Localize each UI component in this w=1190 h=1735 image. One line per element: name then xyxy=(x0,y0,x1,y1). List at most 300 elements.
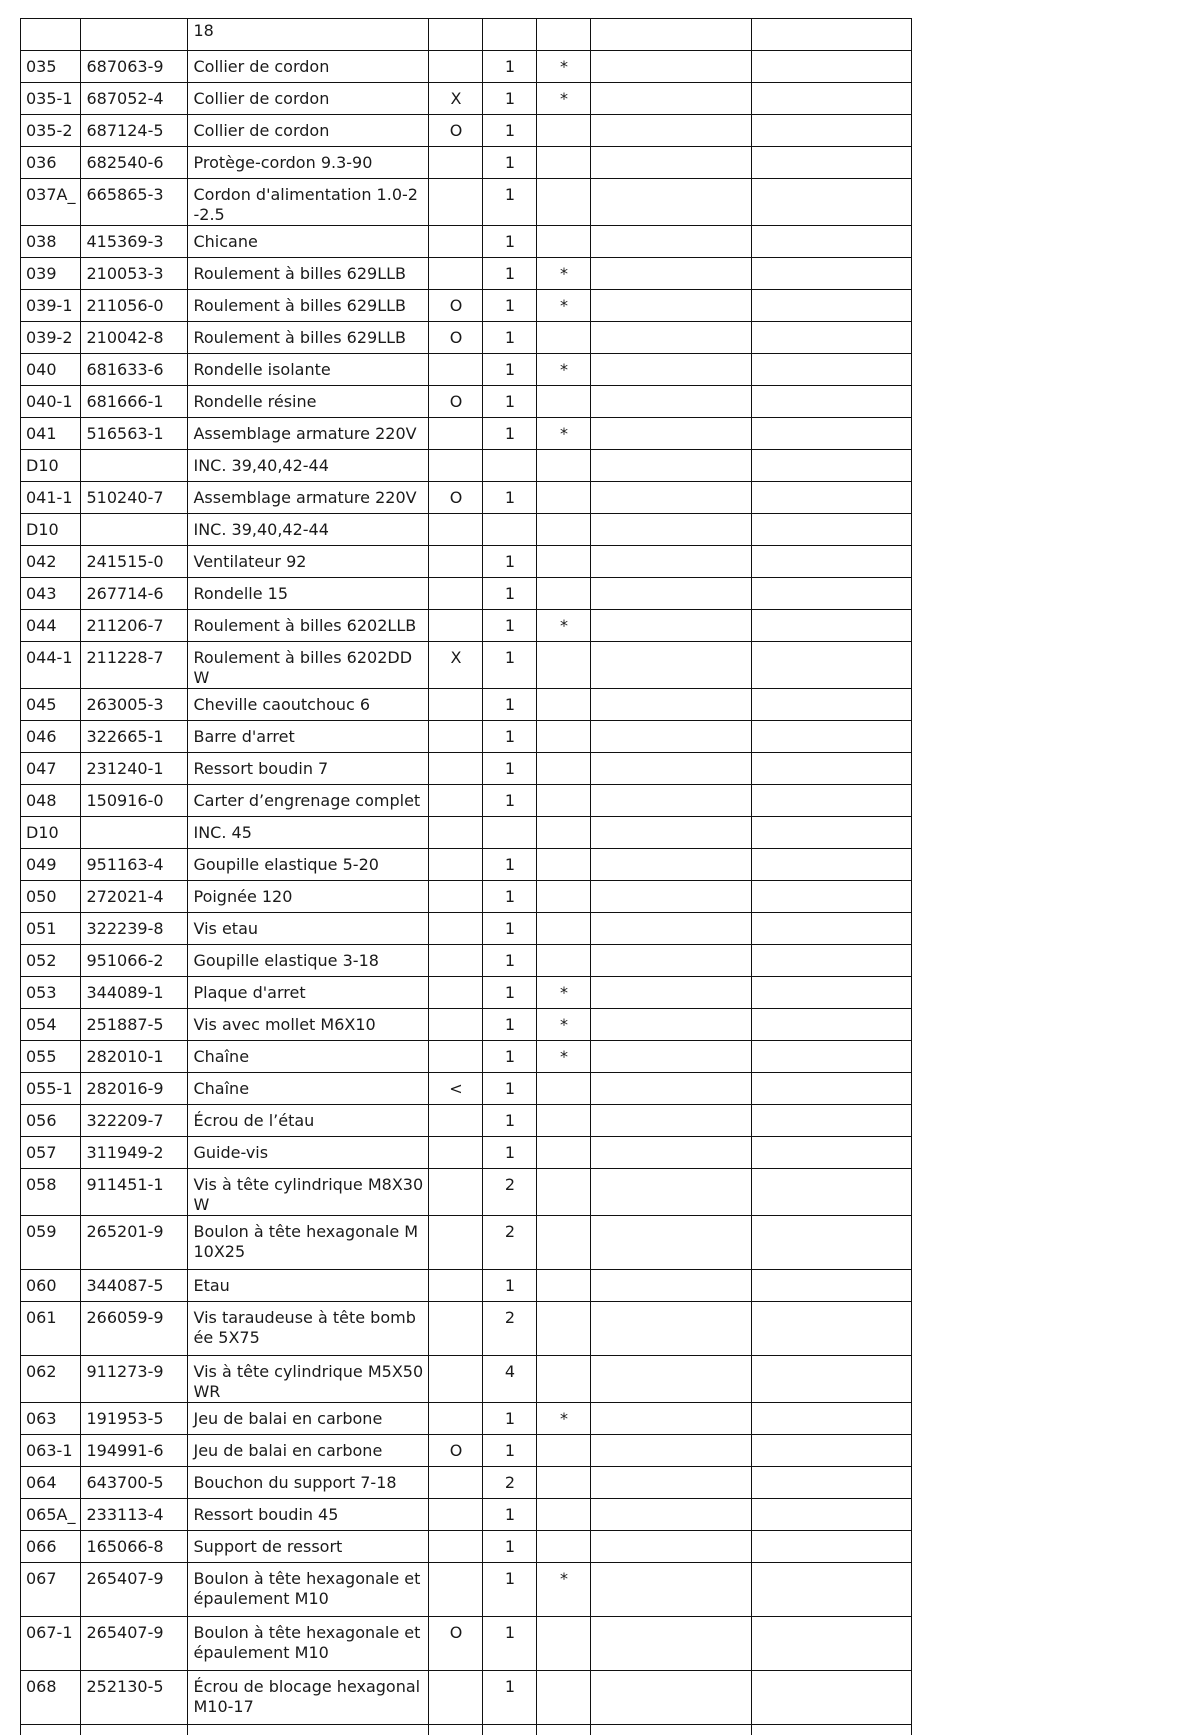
part-number-cell: 682540-6 xyxy=(81,147,188,179)
description-cell: Roulement à billes 629LLB xyxy=(188,322,429,354)
empty-cell xyxy=(591,1169,752,1216)
quantity-cell: 1 xyxy=(483,147,537,179)
empty-cell xyxy=(752,147,912,179)
note-cell xyxy=(537,1137,591,1169)
part-number-cell xyxy=(81,514,188,546)
part-number-cell: 322665-1 xyxy=(81,721,188,753)
marker-cell xyxy=(429,721,483,753)
item-number-cell: 042 xyxy=(21,546,81,578)
table-row xyxy=(21,51,912,83)
empty-cell xyxy=(591,179,752,226)
item-number-cell: 054 xyxy=(21,1009,81,1041)
marker-cell: O xyxy=(429,482,483,514)
part-number-cell: 665865-3 xyxy=(81,179,188,226)
empty-cell xyxy=(752,1563,912,1617)
table-row xyxy=(21,1009,912,1041)
note-cell xyxy=(537,689,591,721)
item-number-cell: 037A_ xyxy=(21,179,81,226)
empty-cell xyxy=(591,578,752,610)
table-row xyxy=(21,514,912,546)
marker-cell xyxy=(429,881,483,913)
item-number-cell: 062 xyxy=(21,1356,81,1403)
empty-cell xyxy=(591,418,752,450)
table-row xyxy=(21,977,912,1009)
empty-cell xyxy=(591,1356,752,1403)
item-number-cell: 044 xyxy=(21,610,81,642)
note-cell xyxy=(537,1216,591,1270)
empty-cell xyxy=(752,354,912,386)
part-number-cell: 951066-2 xyxy=(81,945,188,977)
quantity-cell: 1 xyxy=(483,1041,537,1073)
part-number-cell: 211056-0 xyxy=(81,290,188,322)
empty-cell xyxy=(591,785,752,817)
empty-cell xyxy=(591,546,752,578)
empty-cell xyxy=(591,1009,752,1041)
item-number-cell: 044-1 xyxy=(21,642,81,689)
empty-cell xyxy=(591,881,752,913)
note-cell xyxy=(537,1671,591,1725)
note-cell xyxy=(537,1105,591,1137)
quantity-cell: 1 xyxy=(483,1671,537,1725)
empty-cell xyxy=(591,290,752,322)
empty-cell xyxy=(591,386,752,418)
part-number-cell: 211228-7 xyxy=(81,642,188,689)
description-cell: Ventilateur 92 xyxy=(188,546,429,578)
marker-cell xyxy=(429,258,483,290)
note-cell: * xyxy=(537,1009,591,1041)
marker-cell: O xyxy=(429,386,483,418)
description-cell: Rondelle isolante xyxy=(188,354,429,386)
empty-cell xyxy=(752,913,912,945)
quantity-cell: 1 xyxy=(483,179,537,226)
empty-cell xyxy=(483,1725,537,1735)
empty-cell xyxy=(752,1435,912,1467)
item-number-cell: 047 xyxy=(21,753,81,785)
quantity-cell: 1 xyxy=(483,83,537,115)
quantity-cell: 1 xyxy=(483,578,537,610)
empty-cell xyxy=(591,1531,752,1563)
note-cell xyxy=(537,1531,591,1563)
item-number-cell: 052 xyxy=(21,945,81,977)
empty-cell xyxy=(591,945,752,977)
empty-cell xyxy=(752,1671,912,1725)
empty-cell xyxy=(752,115,912,147)
item-number-cell: 040-1 xyxy=(21,386,81,418)
marker-cell: O xyxy=(429,115,483,147)
part-number-cell: 210053-3 xyxy=(81,258,188,290)
item-number-cell: 036 xyxy=(21,147,81,179)
note-cell xyxy=(537,913,591,945)
empty-cell xyxy=(752,1531,912,1563)
description-cell: Goupille elastique 3-18 xyxy=(188,945,429,977)
marker-cell xyxy=(429,226,483,258)
marker-cell: O xyxy=(429,1617,483,1671)
note-cell xyxy=(537,386,591,418)
empty-cell xyxy=(591,849,752,881)
table-row xyxy=(21,83,912,115)
marker-cell xyxy=(429,179,483,226)
quantity-cell: 2 xyxy=(483,1169,537,1216)
empty-cell xyxy=(752,418,912,450)
item-number-cell: 035-1 xyxy=(21,83,81,115)
marker-cell xyxy=(429,817,483,849)
item-number-cell: 064 xyxy=(21,1467,81,1499)
empty-cell xyxy=(752,482,912,514)
marker-cell xyxy=(429,1467,483,1499)
empty-cell xyxy=(752,945,912,977)
item-number-cell: 039 xyxy=(21,258,81,290)
description-cell: Poignée 120 xyxy=(188,881,429,913)
note-cell: * xyxy=(537,1041,591,1073)
description-cell: Rondelle 15 xyxy=(188,578,429,610)
item-number-cell: 048 xyxy=(21,785,81,817)
table-row xyxy=(21,179,912,226)
empty-cell xyxy=(21,1725,81,1735)
item-number-cell: 035-2 xyxy=(21,115,81,147)
note-cell xyxy=(537,849,591,881)
marker-cell xyxy=(429,1403,483,1435)
description-cell: INC. 39,40,42-44 xyxy=(188,514,429,546)
empty-cell xyxy=(591,1137,752,1169)
table-row xyxy=(21,849,912,881)
quantity-cell xyxy=(483,450,537,482)
empty-cell xyxy=(591,226,752,258)
part-number-cell: 191953-5 xyxy=(81,1403,188,1435)
table-row xyxy=(21,418,912,450)
item-number-cell: 039-2 xyxy=(21,322,81,354)
marker-cell xyxy=(429,913,483,945)
empty-cell xyxy=(752,322,912,354)
note-cell: * xyxy=(537,1403,591,1435)
table-row xyxy=(21,322,912,354)
empty-cell xyxy=(591,1302,752,1356)
table-row xyxy=(21,1671,912,1725)
part-number-cell xyxy=(81,450,188,482)
empty-cell xyxy=(752,1009,912,1041)
empty-cell xyxy=(752,179,912,226)
quantity-cell: 4 xyxy=(483,1356,537,1403)
part-number-cell: 211206-7 xyxy=(81,610,188,642)
empty-cell xyxy=(752,881,912,913)
marker-cell xyxy=(429,19,483,51)
note-cell: * xyxy=(537,83,591,115)
item-number-cell: 038 xyxy=(21,226,81,258)
marker-cell xyxy=(429,610,483,642)
description-cell: Chaîne xyxy=(188,1041,429,1073)
description-cell: 18 xyxy=(188,19,429,51)
description-cell: Vis avec mollet M6X10 xyxy=(188,1009,429,1041)
empty-cell xyxy=(591,1041,752,1073)
quantity-cell: 1 xyxy=(483,51,537,83)
empty-cell xyxy=(591,1073,752,1105)
empty-cell xyxy=(752,19,912,51)
note-cell: * xyxy=(537,258,591,290)
part-number-cell: 263005-3 xyxy=(81,689,188,721)
empty-cell xyxy=(591,721,752,753)
table-row xyxy=(21,290,912,322)
part-number-cell: 344087-5 xyxy=(81,1270,188,1302)
quantity-cell xyxy=(483,514,537,546)
table-row xyxy=(21,147,912,179)
empty-cell xyxy=(591,689,752,721)
item-number-cell: 055 xyxy=(21,1041,81,1073)
empty-cell xyxy=(752,610,912,642)
marker-cell: X xyxy=(429,642,483,689)
quantity-cell: 1 xyxy=(483,1270,537,1302)
quantity-cell: 1 xyxy=(483,977,537,1009)
empty-cell xyxy=(752,1725,912,1735)
part-number-cell: 231240-1 xyxy=(81,753,188,785)
description-cell: Vis à tête cylindrique M8X30 W xyxy=(188,1169,429,1216)
description-cell: Carter d’engrenage complet xyxy=(188,785,429,817)
description-cell: Vis etau xyxy=(188,913,429,945)
item-number-cell: 067 xyxy=(21,1563,81,1617)
marker-cell xyxy=(429,785,483,817)
marker-cell xyxy=(429,147,483,179)
note-cell: * xyxy=(537,977,591,1009)
empty-cell xyxy=(752,258,912,290)
marker-cell: O xyxy=(429,290,483,322)
marker-cell xyxy=(429,1137,483,1169)
marker-cell xyxy=(429,578,483,610)
table-row xyxy=(21,1041,912,1073)
part-number-cell: 241515-0 xyxy=(81,546,188,578)
note-cell xyxy=(537,753,591,785)
table-row xyxy=(21,610,912,642)
marker-cell xyxy=(429,1563,483,1617)
table-row xyxy=(21,1073,912,1105)
part-number-cell: 322209-7 xyxy=(81,1105,188,1137)
table-row xyxy=(21,913,912,945)
description-cell: Roulement à billes 629LLB xyxy=(188,290,429,322)
marker-cell xyxy=(429,1499,483,1531)
item-number-cell: 053 xyxy=(21,977,81,1009)
description-cell: Ressort boudin 7 xyxy=(188,753,429,785)
empty-cell xyxy=(752,1499,912,1531)
marker-cell xyxy=(429,1270,483,1302)
empty-cell xyxy=(752,1105,912,1137)
empty-cell xyxy=(591,642,752,689)
part-number-cell xyxy=(81,19,188,51)
empty-cell xyxy=(591,1270,752,1302)
quantity-cell: 1 xyxy=(483,290,537,322)
description-cell: Jeu de balai en carbone xyxy=(188,1403,429,1435)
quantity-cell: 1 xyxy=(483,546,537,578)
note-cell xyxy=(537,115,591,147)
note-cell xyxy=(537,514,591,546)
part-number-cell: 687063-9 xyxy=(81,51,188,83)
description-cell: Collier de cordon xyxy=(188,51,429,83)
description-cell: Etau xyxy=(188,1270,429,1302)
part-number-cell: 251887-5 xyxy=(81,1009,188,1041)
quantity-cell: 2 xyxy=(483,1216,537,1270)
table-row xyxy=(21,1563,912,1617)
empty-cell xyxy=(591,1725,752,1735)
empty-cell xyxy=(591,322,752,354)
empty-cell xyxy=(752,689,912,721)
table-row xyxy=(21,19,912,51)
table-row xyxy=(21,1617,912,1671)
quantity-cell: 1 xyxy=(483,115,537,147)
item-number-cell: 067-1 xyxy=(21,1617,81,1671)
description-cell: Ressort boudin 45 xyxy=(188,1499,429,1531)
table-row xyxy=(21,258,912,290)
quantity-cell: 1 xyxy=(483,753,537,785)
item-number-cell: 041 xyxy=(21,418,81,450)
table-row xyxy=(21,115,912,147)
empty-cell xyxy=(752,753,912,785)
empty-cell xyxy=(591,51,752,83)
note-cell xyxy=(537,322,591,354)
note-cell xyxy=(537,226,591,258)
empty-cell xyxy=(591,514,752,546)
item-number-cell: 061 xyxy=(21,1302,81,1356)
note-cell: * xyxy=(537,290,591,322)
description-cell: Vis à tête cylindrique M5X50 WR xyxy=(188,1356,429,1403)
part-number-cell: 681666-1 xyxy=(81,386,188,418)
quantity-cell: 1 xyxy=(483,689,537,721)
quantity-cell xyxy=(483,19,537,51)
note-cell xyxy=(537,721,591,753)
empty-cell xyxy=(752,849,912,881)
empty-cell xyxy=(752,1467,912,1499)
table-row xyxy=(21,1169,912,1216)
empty-cell xyxy=(591,354,752,386)
parts-table xyxy=(20,18,912,1735)
description-cell: Protège-cordon 9.3-90 xyxy=(188,147,429,179)
description-cell: Assemblage armature 220V xyxy=(188,482,429,514)
table-row xyxy=(21,1403,912,1435)
marker-cell xyxy=(429,1105,483,1137)
part-number-cell: 272021-4 xyxy=(81,881,188,913)
note-cell xyxy=(537,19,591,51)
table-row xyxy=(21,1467,912,1499)
table-row xyxy=(21,1137,912,1169)
description-cell: Roulement à billes 6202LLB xyxy=(188,610,429,642)
quantity-cell: 1 xyxy=(483,1009,537,1041)
empty-cell xyxy=(752,642,912,689)
quantity-cell: 1 xyxy=(483,1403,537,1435)
description-cell: Boulon à tête hexagonale et épaulement M10 xyxy=(188,1563,429,1617)
marker-cell: < xyxy=(429,1073,483,1105)
empty-cell xyxy=(591,610,752,642)
part-number-cell: 415369-3 xyxy=(81,226,188,258)
table-row xyxy=(21,578,912,610)
item-number-cell: 039-1 xyxy=(21,290,81,322)
part-number-cell: 643700-5 xyxy=(81,1467,188,1499)
part-number-cell: 210042-8 xyxy=(81,322,188,354)
note-cell: * xyxy=(537,610,591,642)
empty-cell xyxy=(591,1467,752,1499)
note-cell xyxy=(537,1270,591,1302)
quantity-cell: 2 xyxy=(483,1467,537,1499)
empty-cell xyxy=(752,1270,912,1302)
marker-cell xyxy=(429,1041,483,1073)
table-row xyxy=(21,642,912,689)
quantity-cell: 1 xyxy=(483,1531,537,1563)
item-number-cell: 040 xyxy=(21,354,81,386)
part-number-cell: 951163-4 xyxy=(81,849,188,881)
note-cell xyxy=(537,450,591,482)
part-number-cell: 252130-5 xyxy=(81,1671,188,1725)
item-number-cell: 049 xyxy=(21,849,81,881)
note-cell xyxy=(537,179,591,226)
marker-cell xyxy=(429,753,483,785)
item-number-cell xyxy=(21,19,81,51)
part-number-cell: 911451-1 xyxy=(81,1169,188,1216)
table-row xyxy=(21,226,912,258)
part-number-cell: 267714-6 xyxy=(81,578,188,610)
quantity-cell: 1 xyxy=(483,721,537,753)
quantity-cell: 1 xyxy=(483,418,537,450)
part-number-cell: 687124-5 xyxy=(81,115,188,147)
description-cell: Collier de cordon xyxy=(188,115,429,147)
table-row xyxy=(21,450,912,482)
description-cell: Rondelle résine xyxy=(188,386,429,418)
item-number-cell: 051 xyxy=(21,913,81,945)
description-cell: Vis taraudeuse à tête bombée 5X75 xyxy=(188,1302,429,1356)
item-number-cell: 058 xyxy=(21,1169,81,1216)
marker-cell xyxy=(429,51,483,83)
quantity-cell: 1 xyxy=(483,610,537,642)
description-cell: Barre d'arret xyxy=(188,721,429,753)
note-cell xyxy=(537,1073,591,1105)
description-cell: Assemblage armature 220V xyxy=(188,418,429,450)
description-cell: Bouchon du support 7-18 xyxy=(188,1467,429,1499)
table-row xyxy=(21,753,912,785)
description-cell: Goupille elastique 5-20 xyxy=(188,849,429,881)
empty-cell xyxy=(591,1105,752,1137)
table-row xyxy=(21,386,912,418)
note-cell xyxy=(537,1467,591,1499)
item-number-cell: 063-1 xyxy=(21,1435,81,1467)
marker-cell xyxy=(429,977,483,1009)
empty-cell xyxy=(752,1169,912,1216)
empty-cell xyxy=(591,977,752,1009)
note-cell: * xyxy=(537,354,591,386)
empty-cell xyxy=(752,1073,912,1105)
table-row xyxy=(21,546,912,578)
quantity-cell: 1 xyxy=(483,1137,537,1169)
empty-cell xyxy=(752,1356,912,1403)
quantity-cell: 1 xyxy=(483,1563,537,1617)
description-cell: Boulon à tête hexagonale et épaulement M10 xyxy=(188,1617,429,1671)
empty-cell xyxy=(591,258,752,290)
empty-cell xyxy=(752,721,912,753)
marker-cell: O xyxy=(429,1435,483,1467)
empty-cell xyxy=(752,817,912,849)
description-cell: Chicane xyxy=(188,226,429,258)
note-cell: * xyxy=(537,1563,591,1617)
empty-cell xyxy=(752,977,912,1009)
quantity-cell: 1 xyxy=(483,1499,537,1531)
empty-cell xyxy=(429,1725,483,1735)
description-cell: Jeu de balai en carbone xyxy=(188,1435,429,1467)
empty-cell xyxy=(752,1137,912,1169)
quantity-cell: 1 xyxy=(483,1617,537,1671)
item-number-cell: D10 xyxy=(21,450,81,482)
note-cell xyxy=(537,578,591,610)
marker-cell xyxy=(429,546,483,578)
empty-cell xyxy=(591,482,752,514)
empty-cell xyxy=(752,1041,912,1073)
table-row-partial xyxy=(21,1725,912,1735)
item-number-cell: 059 xyxy=(21,1216,81,1270)
empty-cell xyxy=(591,1671,752,1725)
empty-cell xyxy=(752,578,912,610)
item-number-cell: 063 xyxy=(21,1403,81,1435)
note-cell xyxy=(537,642,591,689)
